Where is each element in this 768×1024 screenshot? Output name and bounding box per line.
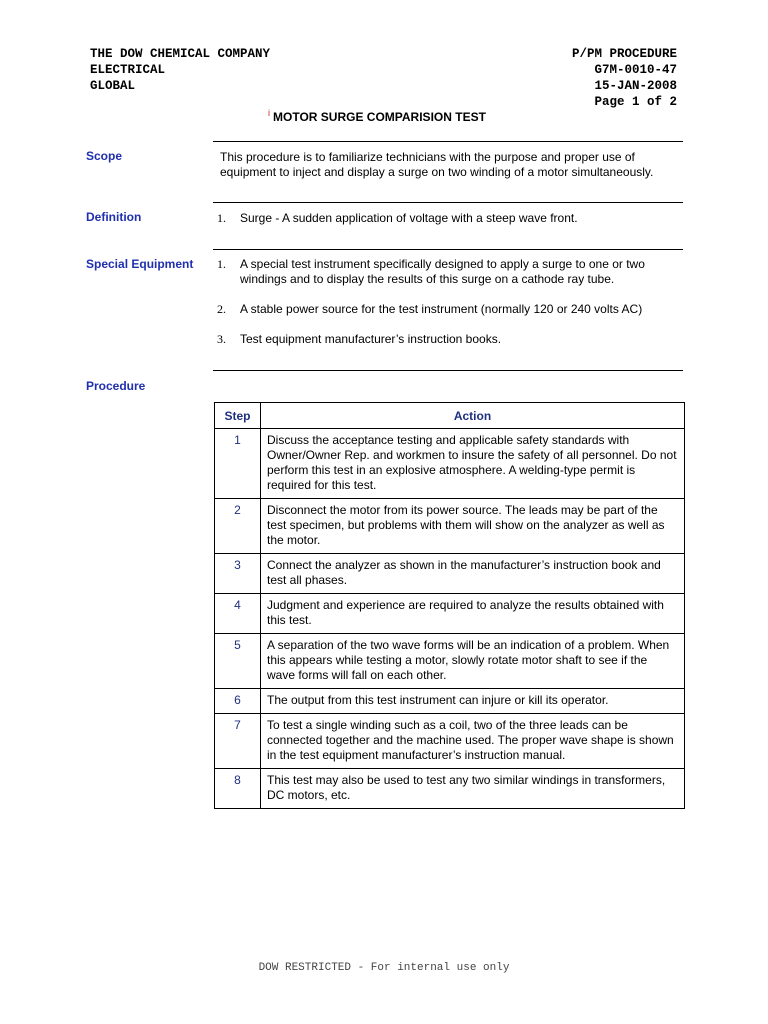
step-number: 3 xyxy=(215,554,261,594)
divider xyxy=(213,141,683,142)
header-left xyxy=(90,46,270,94)
page-title-text: MOTOR SURGE COMPARISION TEST xyxy=(273,110,486,124)
table-row xyxy=(215,594,685,634)
definition-item-number: 1. xyxy=(217,211,226,225)
procedure-table xyxy=(214,402,685,809)
step-number: 2 xyxy=(215,499,261,554)
table-row xyxy=(215,689,685,714)
special-equipment-label: Special Equipment xyxy=(86,257,194,271)
scope-label: Scope xyxy=(86,149,123,163)
equipment-item-number: 3. xyxy=(217,332,226,346)
step-action: Connect the analyzer as shown in the manufacturer’s instruction book and test all phases. xyxy=(261,554,685,594)
doc-number: G7M-0010-47 xyxy=(594,63,677,77)
divider xyxy=(213,370,683,371)
table-row xyxy=(215,714,685,769)
definition-label: Definition xyxy=(86,210,142,224)
step-action: To test a single winding such as a coil, two of the three leads can be connected together and the machine used. The proper wave shape is shown in the test equipment manufacturer’s instruction manual. xyxy=(261,714,685,769)
equipment-item-text: A special test instrument specifically designed to apply a surge to one or two windings and to display the results of this surge on a cathode ray tube. xyxy=(240,257,645,286)
footer-restriction-notice: DOW RESTRICTED - For internal use only xyxy=(258,962,510,974)
region: GLOBAL xyxy=(90,79,136,93)
page-title xyxy=(268,108,486,124)
page-number: Page 1 of 2 xyxy=(594,95,677,109)
step-action: Judgment and experience are required to analyze the results obtained with this test. xyxy=(261,594,685,634)
step-action: Discuss the acceptance testing and applicable safety standards with Owner/Owner Rep. and workmen to insure the safety of all personnel. Do not perform this test in an explosive atmosphere. A welding-type permit is required for this test. xyxy=(261,429,685,499)
step-number: 6 xyxy=(215,689,261,714)
step-number: 7 xyxy=(215,714,261,769)
step-number: 4 xyxy=(215,594,261,634)
equipment-item-text: Test equipment manufacturer’s instruction books. xyxy=(240,332,502,346)
divider xyxy=(213,202,683,203)
header-right xyxy=(572,46,677,110)
step-action: The output from this test instrument can injure or kill its operator. xyxy=(261,689,685,714)
table-row xyxy=(215,499,685,554)
equipment-item xyxy=(217,332,682,347)
company-name: THE DOW CHEMICAL COMPANY xyxy=(90,47,271,61)
table-row xyxy=(215,769,685,809)
definition-item xyxy=(217,211,682,226)
step-action: Disconnect the motor from its power source. The leads may be part of the test specimen, but problems with them will show on the analyzer as well as the motor. xyxy=(261,499,685,554)
department: ELECTRICAL xyxy=(90,63,166,77)
equipment-item xyxy=(217,302,682,317)
procedure-label: Procedure xyxy=(86,379,146,393)
table-row xyxy=(215,429,685,499)
table-row xyxy=(215,554,685,594)
step-number: 1 xyxy=(215,429,261,499)
equipment-item-number: 1. xyxy=(217,257,226,271)
info-marker: i xyxy=(268,108,270,118)
doc-type: P/PM PROCEDURE xyxy=(571,47,677,61)
equipment-item-number: 2. xyxy=(217,302,226,316)
step-action: A separation of the two wave forms will be an indication of a problem. When this appears while testing a motor, slowly rotate motor shaft to see if the wave forms will fall on each other. xyxy=(261,634,685,689)
step-number: 8 xyxy=(215,769,261,809)
scope-text: This procedure is to familiarize technicians with the purpose and proper use of equipment to inject and display a surge on two winding of a motor simultaneously. xyxy=(220,150,654,179)
table-header-row xyxy=(215,403,685,429)
step-action: This test may also be used to test any two similar windings in transformers, DC motors, etc. xyxy=(261,769,685,809)
step-column-header: Step xyxy=(215,403,261,429)
divider xyxy=(213,249,683,250)
step-number: 5 xyxy=(215,634,261,689)
table-row xyxy=(215,634,685,689)
action-column-header: Action xyxy=(261,403,685,429)
definition-item-text: Surge - A sudden application of voltage with a steep wave front. xyxy=(240,211,578,225)
equipment-item xyxy=(217,257,682,287)
doc-date: 15-JAN-2008 xyxy=(594,79,677,93)
equipment-item-text: A stable power source for the test instrument (normally 120 or 240 volts AC) xyxy=(240,302,643,316)
